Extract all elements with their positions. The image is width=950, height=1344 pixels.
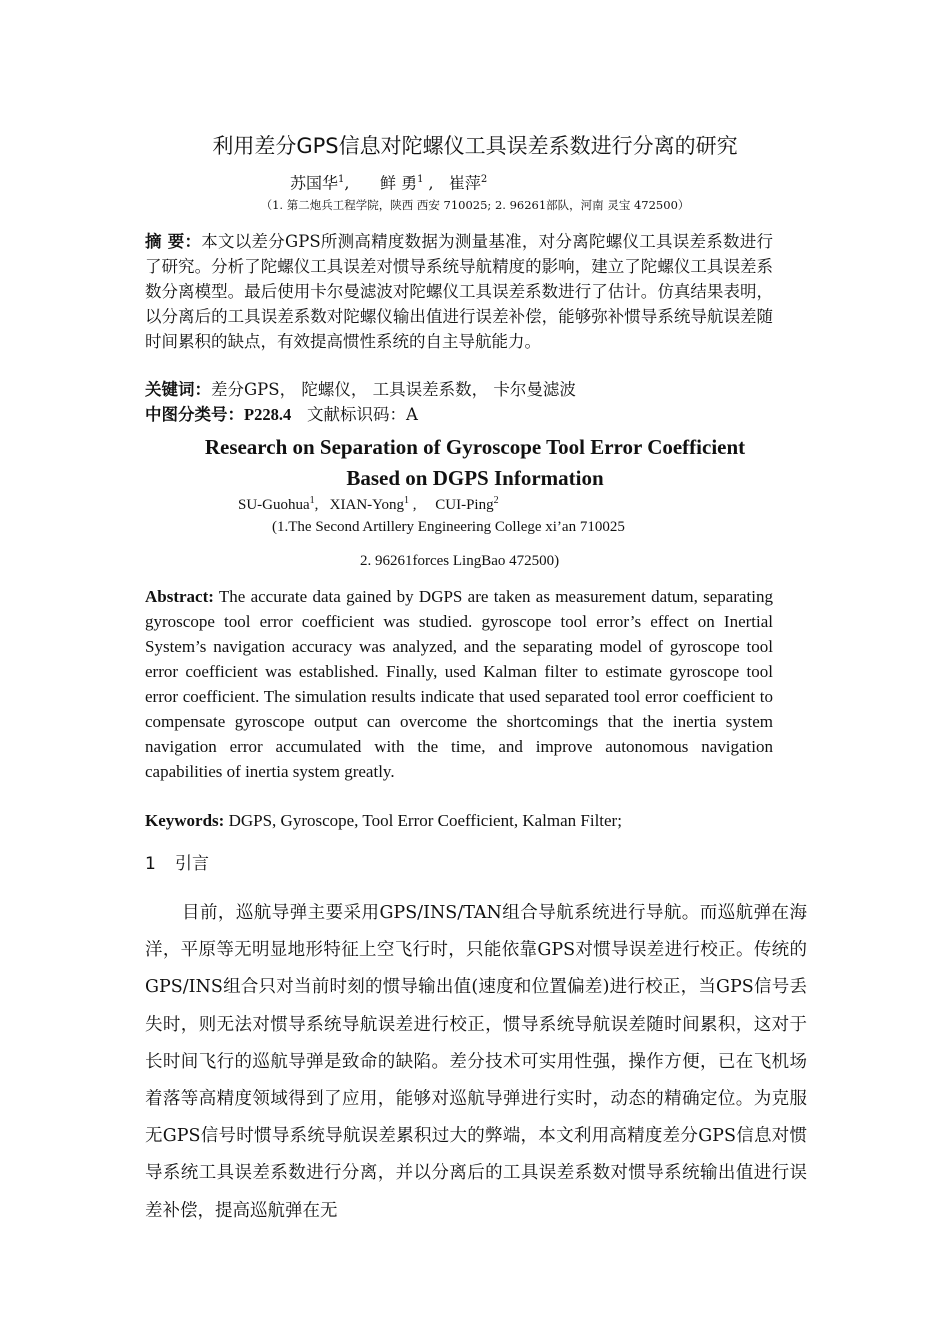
english-keywords <box>145 808 773 833</box>
author-affiliation-mark: 1 <box>417 174 424 185</box>
english-title <box>0 432 950 494</box>
keywords-label: 关键词： <box>145 380 211 399</box>
chinese-affiliation: （1. 第二炮兵工程学院，陕西 西安 710025; 2. 96261部队，河南 灵宝 472500） <box>260 198 690 212</box>
author-name: CUI-Ping <box>435 497 494 513</box>
author-name: 崔萍 <box>448 173 481 193</box>
abstract-label: Abstract: <box>145 587 214 606</box>
chinese-title: 利用差分GPS信息对陀螺仪工具误差系数进行分离的研究 <box>212 134 738 158</box>
abstract-text: 本文以差分GPS所测高精度数据为测量基准，对分离陀螺仪工具误差系数进行了研究。分析了陀螺仪工具误差对惯导系统导航精度的影响，建立了陀螺仪工具误差系数分离模型。最后使用卡尔曼滤波对陀螺仪工具误差系数进行了估计。仿真结果表明，以分离后的工具误差系数对陀螺仪输出值进行误差补偿，能够弥补惯导系统导航误差随时间累积的缺点，有效提高惯性系统的自主导航能力。 <box>145 232 773 351</box>
keywords-text: 差分GPS， 陀螺仪， 工具误差系数， 卡尔曼滤波 <box>211 380 576 399</box>
author-affiliation-mark: 1 <box>404 495 409 506</box>
english-title-line: Based on DGPS Information <box>346 466 604 490</box>
english-abstract <box>145 584 773 784</box>
english-authors: SU-Guohua$^1$, XIAN-Yong$^1$ , CUI-Ping$^2$ <box>238 495 499 513</box>
english-affiliation: 2. 96261forces LingBao 472500) <box>360 553 560 569</box>
doc-code: A <box>405 405 418 424</box>
english-affiliation: (1.The Second Artillery Engineering College xi’an 710025 <box>272 519 625 535</box>
keywords-text: DGPS, Gyroscope, Tool Error Coefficient, Kalman Filter; <box>228 811 622 830</box>
section-body: 目前，巡航导弹主要采用GPS/INS/TAN组合导航系统进行导航。而巡航弹在海洋，平原等无明显地形特征上空飞行时，只能依靠GPS对惯导误差进行校正。传统的GPS/INS组合只对当前时刻的惯导输出值(速度和位置偏差)进行校正，当GPS信号丢失时，则无法对惯导系统导航误差进行校正，惯导系统导航误差随时间累积，这对于长时间飞行的巡航导弹是致命的缺陷。差分技术可实用性强，操作方便，已在飞机场着落等高精度领域得到了应用，能够对巡航导弹进行实时，动态的精确定位。为克服无GPS信号时惯导系统导航误差累积过大的弊端，本文利用高精度差分GPS信息对惯导系统工具误差系数进行分离，并以分离后的工具误差系数对惯导系统输出值进行误差补偿，提高巡航弹在无 <box>145 903 807 1221</box>
classification-line <box>145 402 773 427</box>
author-name: XIAN-Yong <box>329 497 404 513</box>
classification-label: 中图分类号： <box>145 405 244 424</box>
author-affiliation-mark: 1 <box>309 495 315 506</box>
abstract-label: 摘 要： <box>145 232 202 251</box>
chinese-keywords <box>145 377 773 402</box>
chinese-authors: 苏国华$^1$, 鲜 勇$^1$ , 崔萍$^2$ <box>290 173 488 193</box>
doc-code-label: 文献标识码： <box>306 405 406 424</box>
section-heading <box>145 852 209 876</box>
keywords-label: Keywords: <box>145 811 225 830</box>
author-affiliation-mark: 2 <box>493 495 499 506</box>
author-name: 鲜 勇 <box>380 173 418 193</box>
abstract-text: The accurate data gained by DGPS are taken as measurement datum, separating gyroscope tool error coefficient was studied. gyroscope tool error’s effect on Inertial System’s navigation accuracy was analyzed, and the separating model of gyroscope tool error coefficient was established. Finally, used Kalman filter to estimate gyroscope tool error coefficient. The simulation results indicate that used separated tool error coefficient to compensate gyroscope output can overcome the shortcomings that the inertia system navigation error accumulated with the time, and improve autonomous navigation capabilities of inertia system greatly. <box>145 587 773 781</box>
section-title: 引言 <box>175 854 209 874</box>
author-name: 苏国华 <box>290 173 339 193</box>
section-number: 1 <box>145 854 156 874</box>
chinese-abstract <box>145 229 773 354</box>
author-affiliation-mark: 2 <box>480 174 488 185</box>
author-affiliation-mark: 1 <box>338 174 345 185</box>
classification-code: P228.4 <box>244 405 292 424</box>
english-title-line: Research on Separation of Gyroscope Tool Error Coefficient <box>204 435 746 459</box>
author-name: SU-Guohua <box>238 497 310 513</box>
